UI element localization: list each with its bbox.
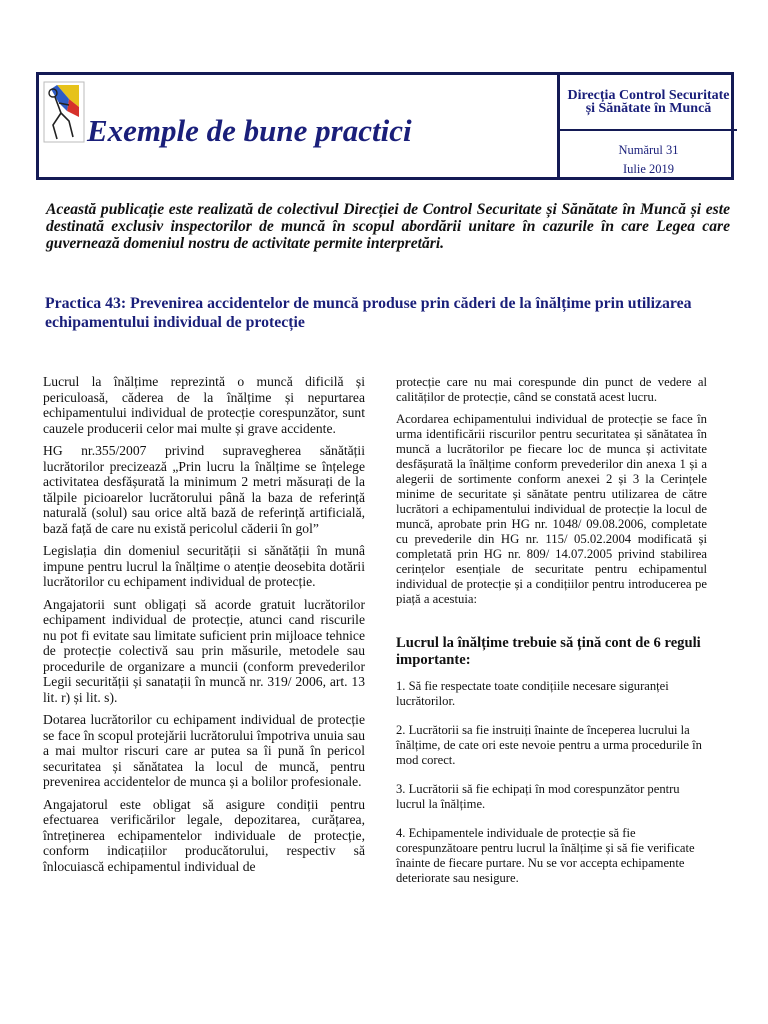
rule-item: 4. Echipamentele individuale de protecție să fie corespunzătoare pentru lucrul la înălțime și să fie verificate înainte de fiecare purtare. Nu se vor accepta echipamente deteriorate sau nesigure. [396,826,695,885]
issue-number: Numărul 31 [618,143,679,157]
rule-item: 2. Lucrătorii sa fie instruiți înainte de începerea lucrului la înălțime, de cate ori este nevoie pentru a urma procedurile în mod corect. [396,723,702,767]
paragraph: Dotarea lucrătorilor cu echipament individual de protecție se face în scopul protejării lucrătorului împotriva unuia sau a mai multor riscuri care ar putea sa îi pună în pericol securitatea și sănătatea la locul de muncă, pentru prevenirea accidentelor de munca și a bolilor profesionale. [43,712,365,789]
paragraph: Lucrul la înălțime reprezintă o muncă dificilă și periculoasă, căderea de la înălțime și nepurtarea echipamentului individual de protecție corespunzător, sunt cauzele producerii celor mai multe și grave accidente. [43,374,365,436]
paragraph: Angajatorii sunt obligați să acorde gratuit lucrătorilor echipament individual de protecție, atunci cand riscurile nu pot fi evitate sau limitate suficient prin mijloace tehnice de protecție colectivă sau prin măsurile, metodele sau procedurile de organizare a muncii (conform prevederilor Legii securității și sanatații în muncă nr. 319/ 2006, art. 13 lit. r) și lit. s). [43,596,365,705]
rules-heading: Lucrul la înălțime trebuie să țină cont de 6 reguli importante: [396,635,701,668]
paragraph: Angajatorul este obligat să asigure condiții pentru efectuarea verificărilor legale, depozitarea, curățarea, întreținerea echipamentelor individuale de protecție, conform indicațiilor producătorului, respectiv să înlocuiască echipamentul individual de [43,796,365,874]
right-column [396,375,707,900]
paragraph: protecție care nu mai corespunde din punct de vedere al calităților de protecție, când se constată acest lucru. [396,375,707,404]
publication-header [36,72,734,180]
department-name: Direcția Control Securitate și Sănătate în Muncă [560,75,737,131]
logo-icon [43,81,85,143]
rule-item: 1. Să fie respectate toate condițiile necesare siguranței lucrătorilor. [396,679,669,708]
paragraph: Legislația din domeniul securității si sănătății în munâ impune pentru lucrul la înălțime o atenție deosebita dotării lucrătorilor cu echipament individual de protecție. [43,543,365,589]
rule-item: 3. Lucrătorii să fie echipați în mod corespunzător pentru lucrul la înălțime. [396,782,680,811]
practice-title: Practica 43: Prevenirea accidentelor de muncă produse prin căderi de la înălțime prin utilizarea echipamentului individual de protecție [45,295,692,331]
paragraph: HG nr.355/2007 privind supravegherea sănătății lucrătorilor precizează „Prin lucru la înălțime se înțelege activitatea desfășurată la minimum 2 metri măsurați de la tălpile picioarelor lucrătorului până la baza de referință naturală (solul) sau orice altă bază de referință artificială, bază față de care nu există pericolul căderii în gol” [43,443,365,536]
publication-title: Exemple de bune practici [87,113,412,148]
intro-paragraph: Această publicație este realizată de colectivul Direcției de Control Securitate și Sănătate în Muncă și este destinată exclusiv inspectorilor de muncă în scopul abordării unitare în cazurile în care Legea care guvernează domeniul nostru de activitate permite interpretări. [46,201,730,252]
issue-date: Iulie 2019 [622,162,675,176]
left-column [43,374,365,881]
issue-info [560,131,737,179]
header-info-box [557,75,737,177]
paragraph: Acordarea echipamentului individual de protecție se face în urma identificării riscurilor pentru securitatea și sănătatea în muncă a lucrătorilor pe fiecare loc de munca și activitate desfășurată la înălțime conform prevederilor din anexa 1 și a alegerii de sortimente conform anexei 2 și 3 la Cerințele minime de securitate și sănătate pentru utilizarea de către lucrători a echipamentului individual de protecție la locul de muncă, aprobate prin HG nr. 1048/ 09.08.2006, completate cu prevederile din HG nr. 115/ 05.02.2004 modificată și completată prin HG nr. 809/ 14.07.2005 privind stabilirea cerințelor esențiale de securitate pentru echipamentul individual de protecție și a condițiilor pentru introducerea pe piață a acestuia: [396,412,707,606]
